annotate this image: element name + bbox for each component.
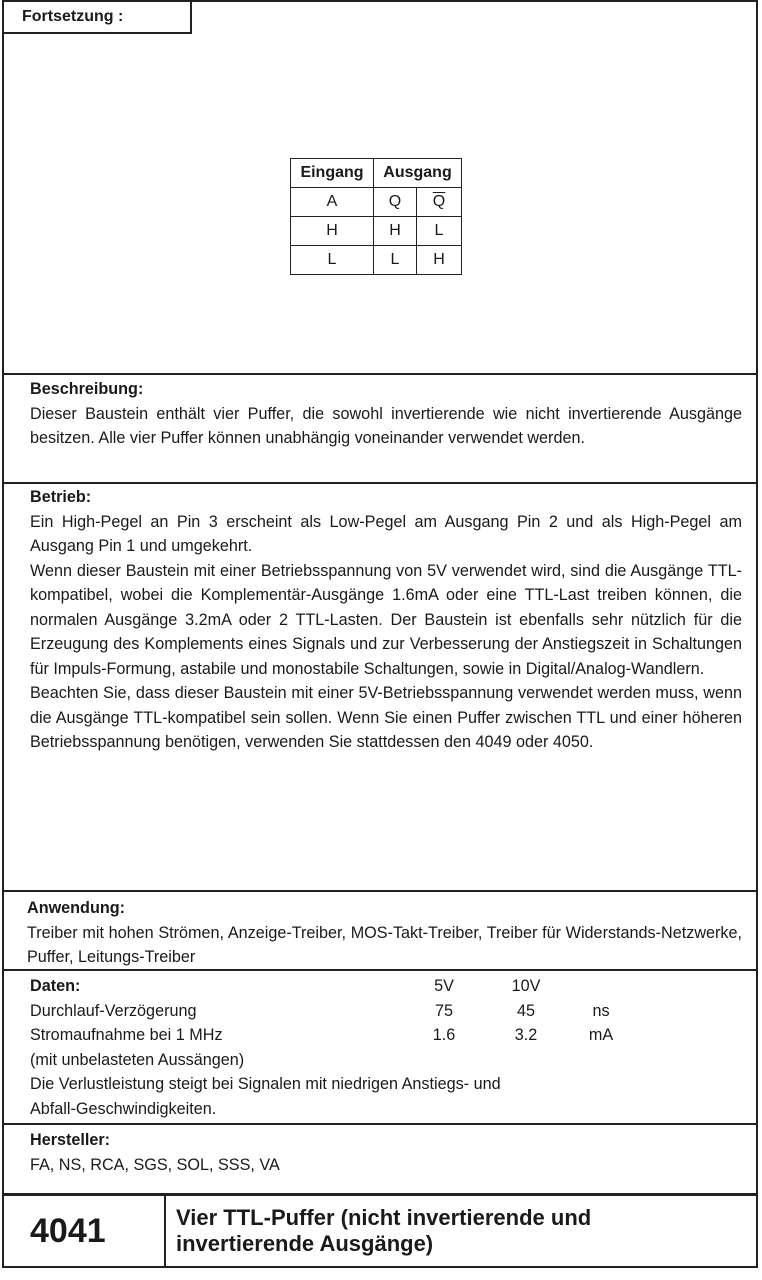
divider xyxy=(2,373,758,375)
daten-footnote-text: Abfall-Geschwindigkeiten. xyxy=(30,1099,217,1118)
daten-footnote xyxy=(30,1072,742,1097)
divider xyxy=(2,890,758,892)
section-heading: Beschreibung: xyxy=(30,380,144,398)
daten-unit: ns xyxy=(592,1001,610,1020)
daten-note-text: (mit unbelasteten Aussängen) xyxy=(30,1050,245,1069)
section-beschreibung xyxy=(30,377,742,451)
section-heading: Anwendung: xyxy=(27,899,126,917)
truth-cell: L xyxy=(291,246,374,275)
section-heading: Hersteller: xyxy=(30,1131,111,1149)
daten-header-row xyxy=(30,974,742,999)
daten-col-10v: 10V xyxy=(511,977,541,995)
truth-cell: H xyxy=(291,217,374,246)
section-heading: Daten: xyxy=(30,977,81,995)
daten-note xyxy=(30,1048,742,1073)
daten-value-10v: 3.2 xyxy=(514,1026,538,1044)
truth-cell: L xyxy=(374,246,417,275)
section-paragraph: Beachten Sie, dass dieser Baustein mit einer 5V-Betriebsspannung verwendet werden muss, wenn die Ausgänge TTL-kompatibel sein sollen. Wenn Sie einen Puffer zwischen TTL und einer höheren Betriebsspannung benötigen, verwenden Sie stattdessen den 4049 oder 4050. xyxy=(30,684,742,751)
section-hersteller xyxy=(30,1128,742,1177)
section-anwendung xyxy=(27,896,742,970)
truth-table-group-header xyxy=(291,159,462,188)
truth-table xyxy=(290,158,462,275)
continuation-label: Fortsetzung : xyxy=(2,0,192,34)
truth-header-input: Eingang xyxy=(291,159,374,188)
daten-col-5v: 5V xyxy=(434,977,454,995)
daten-value-5v: 75 xyxy=(434,1001,453,1020)
truth-col-q-bar: $\overline{Q}$ xyxy=(417,188,462,217)
daten-unit: mA xyxy=(588,1026,614,1044)
section-paragraph: Wenn dieser Baustein mit einer Betriebsspannung von 5V verwendet wird, sind die Ausgänge TTL-kompatibel, wobei die Komplementär-Ausgänge 1.6mA oder eine TTL-Last treiben können, die normalen Ausgänge 3.2mA oder 2 TTL-Lasten. Der Baustein ist ebenfalls sehr nützlich für die Erzeugung des Komplements eines Signals und zur Verbesserung der Anstiegszeit in Schaltungen für Impuls-Formung, astabile und monostabile Schaltungen, sowie in Digital/Analog-Wandlern. xyxy=(30,561,742,678)
footer-vertical-divider xyxy=(164,1195,166,1268)
truth-col-a: A xyxy=(291,188,374,217)
divider xyxy=(2,969,758,971)
truth-table-row xyxy=(291,246,462,275)
section-text: Treiber mit hohen Strömen, Anzeige-Treiber, MOS-Takt-Treiber, Treiber für Widerstands-Netzwerke, Puffer, Leitungs-Treiber xyxy=(27,923,742,966)
daten-value-5v: 1.6 xyxy=(432,1026,456,1044)
truth-header-output: Ausgang xyxy=(374,159,462,188)
section-paragraph: Ein High-Pegel an Pin 3 erscheint als Low-Pegel am Ausgang Pin 2 und als High-Pegel am Ausgang Pin 1 und umgekehrt. xyxy=(30,512,742,555)
daten-value-10v: 45 xyxy=(516,1001,535,1020)
section-daten xyxy=(30,974,742,1121)
part-title-line: invertierende Ausgänge) xyxy=(176,1231,434,1256)
divider xyxy=(2,1123,758,1125)
section-text: FA, NS, RCA, SGS, SOL, SSS, VA xyxy=(30,1155,280,1174)
part-title-line: Vier TTL-Puffer (nicht invertierende und xyxy=(176,1205,592,1230)
truth-cell: L xyxy=(417,217,462,246)
part-number: 4041 xyxy=(30,1212,106,1250)
daten-row xyxy=(30,1023,742,1048)
section-heading: Betrieb: xyxy=(30,488,92,506)
section-betrieb xyxy=(30,485,742,755)
daten-label: Stromaufnahme bei 1 MHz xyxy=(30,1026,223,1044)
part-title xyxy=(176,1205,736,1257)
section-text: Dieser Baustein enthält vier Puffer, die sowohl invertierende wie nicht invertierende Ausgänge besitzen. Alle vier Puffer können unabhängig voneinander verwendet werden. xyxy=(30,404,742,447)
daten-label: Durchlauf-Verzögerung xyxy=(30,1001,197,1020)
truth-table-column-header xyxy=(291,188,462,217)
truth-table-row xyxy=(291,217,462,246)
truth-col-q: Q xyxy=(374,188,417,217)
divider xyxy=(2,482,758,484)
daten-row xyxy=(30,999,742,1024)
truth-cell: H xyxy=(374,217,417,246)
daten-footnote xyxy=(30,1097,742,1122)
daten-footnote-text: Die Verlustleistung steigt bei Signalen mit niedrigen Anstiegs- und xyxy=(30,1075,501,1093)
truth-cell: H xyxy=(417,246,462,275)
